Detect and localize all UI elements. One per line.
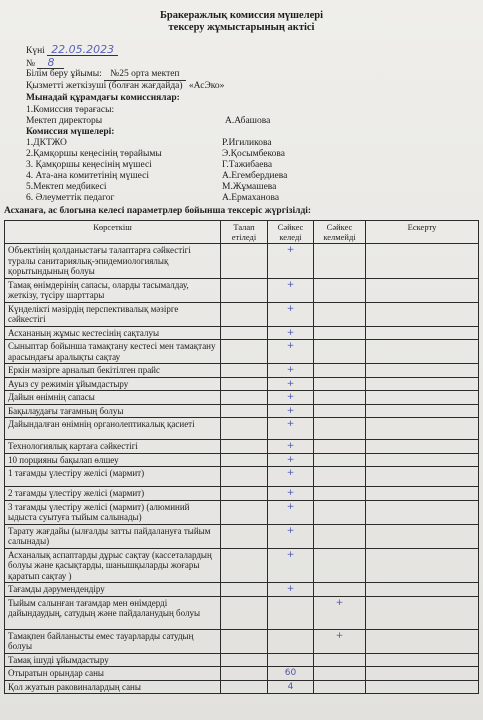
- handwritten-mark: +: [268, 524, 314, 548]
- chair-heading: 1.Комиссия төрағасы:: [26, 105, 115, 115]
- required-cell: [221, 487, 268, 501]
- header-required: Талап етіледі: [221, 221, 268, 244]
- required-cell: [221, 391, 268, 405]
- required-cell: [221, 524, 268, 548]
- empty-cell: [314, 653, 366, 667]
- note-cell: [366, 629, 479, 653]
- member-name: Р.Игиликова: [222, 138, 272, 148]
- table-row: [5, 467, 479, 487]
- handwritten-mark: +: [268, 244, 314, 279]
- indicator-cell: Дайындалған өнімнің органолептикалық қасиеті: [5, 418, 221, 440]
- required-cell: [221, 244, 268, 279]
- document-title-line2: тексеру жұмыстарының актісі: [168, 22, 315, 33]
- required-cell: [221, 667, 268, 681]
- handwritten-mark: +: [268, 583, 314, 597]
- not-complies-cell: [314, 278, 366, 302]
- inspection-table: [4, 220, 479, 694]
- handwritten-mark: +: [268, 326, 314, 340]
- member-name: Г.Тажибаева: [222, 160, 273, 170]
- member-name: А.Ермаханова: [222, 193, 280, 203]
- member-name: Э.Қосымбекова: [222, 149, 285, 159]
- header-complies: Сәйкес келеді: [268, 221, 314, 244]
- not-complies-cell: [314, 583, 366, 597]
- required-cell: [221, 340, 268, 364]
- note-cell: [366, 326, 479, 340]
- not-complies-cell: [314, 453, 366, 467]
- chair-name: А.Абашова: [225, 116, 271, 126]
- not-complies-cell: [314, 340, 366, 364]
- handwritten-mark: +: [268, 418, 314, 440]
- note-cell: [366, 453, 479, 467]
- required-cell: [221, 302, 268, 326]
- note-cell: [366, 680, 479, 694]
- required-cell: [221, 404, 268, 418]
- note-cell: [366, 467, 479, 487]
- required-cell: [221, 377, 268, 391]
- indicator-cell: Күнделікті мәзірдің перспективалық мәзірге сәйкестігі: [5, 302, 221, 326]
- member-name: А.Егембердиева: [222, 171, 288, 181]
- note-cell: [366, 583, 479, 597]
- indicator-cell: Отыратын орындар саны: [5, 667, 221, 681]
- table-row: [5, 364, 479, 378]
- empty-cell: [268, 653, 314, 667]
- not-complies-cell: [314, 326, 366, 340]
- handwritten-mark: +: [268, 364, 314, 378]
- note-cell: [366, 391, 479, 405]
- indicator-cell: Асхананың жұмыс кестесінің сақталуы: [5, 326, 221, 340]
- table-row: [5, 440, 479, 454]
- indicator-cell: Тамақ өнімдерінің сапасы, оларды тасымалдау, жеткізу, түсіру шарттары: [5, 278, 221, 302]
- required-cell: [221, 453, 268, 467]
- note-cell: [366, 340, 479, 364]
- date-label: Күні: [26, 46, 45, 56]
- chair-role: Мектеп директоры: [26, 116, 103, 126]
- table-row: [5, 244, 479, 279]
- number-value: 8: [37, 57, 64, 69]
- table-row: [5, 629, 479, 653]
- indicator-cell: Тамақпен байланысты емес тауарларды сатудың болуы: [5, 629, 221, 653]
- indicator-cell: 3 тағамды үлестіру желісі (мармит) (алюминий ыдыста суытуға тыйым салынады): [5, 500, 221, 524]
- header-note: Ескерту: [366, 221, 479, 244]
- indicator-cell: Сыныптар бойынша тамақтану кестесі мен тамақтану арасындағы аралықты сақтау: [5, 340, 221, 364]
- handwritten-mark: +: [268, 548, 314, 583]
- members-heading: Комиссия мүшелері:: [26, 127, 115, 137]
- table-row: [5, 278, 479, 302]
- table-row: [5, 302, 479, 326]
- required-cell: [221, 364, 268, 378]
- required-cell: [221, 500, 268, 524]
- indicator-cell: Бақылаудағы тағамның болуы: [5, 404, 221, 418]
- note-cell: [366, 524, 479, 548]
- table-row: [5, 453, 479, 467]
- required-cell: [221, 680, 268, 694]
- table-section-row: [5, 653, 479, 667]
- table-row: [5, 326, 479, 340]
- handwritten-mark: +: [268, 453, 314, 467]
- handwritten-mark: +: [268, 440, 314, 454]
- header-not-complies: Сәйкес келмейді: [314, 221, 366, 244]
- note-cell: [366, 500, 479, 524]
- commission-heading: Мынадай құрамдағы комиссиялар:: [26, 93, 180, 103]
- note-cell: [366, 548, 479, 583]
- indicator-cell: Дайын өнімнің сапасы: [5, 391, 221, 405]
- not-complies-cell: [314, 524, 366, 548]
- note-cell: [366, 667, 479, 681]
- table-row: [5, 583, 479, 597]
- table-row: [5, 377, 479, 391]
- required-cell: [221, 548, 268, 583]
- indicator-cell: 1 тағамды үлестіру желісі (мармит): [5, 467, 221, 487]
- note-cell: [366, 377, 479, 391]
- not-complies-cell: [314, 440, 366, 454]
- not-complies-cell: [314, 667, 366, 681]
- member-role: 6. Әлеуметтік педагог: [26, 193, 115, 203]
- note-cell: [366, 418, 479, 440]
- indicator-cell: 2 тағамды үлестіру желісі (мармит): [5, 487, 221, 501]
- inspection-intro: Асханаға, ас блогына келесі параметрлер бойынша тексеріс жүргізілді:: [4, 206, 312, 216]
- table-row: [5, 404, 479, 418]
- not-complies-cell: [314, 487, 366, 501]
- required-cell: [221, 278, 268, 302]
- handwritten-mark: +: [268, 302, 314, 326]
- not-complies-cell: [314, 244, 366, 279]
- table-row: [5, 340, 479, 364]
- handwritten-mark: +: [268, 278, 314, 302]
- table-row: [5, 548, 479, 583]
- note-cell: [366, 278, 479, 302]
- required-cell: [221, 596, 268, 629]
- table-row: [5, 391, 479, 405]
- handwritten-mark: +: [268, 391, 314, 405]
- org-value: №25 орта мектеп: [104, 69, 185, 81]
- note-cell: [366, 440, 479, 454]
- not-complies-cell: [314, 404, 366, 418]
- indicator-cell: Тыйым салынған тағамдар мен өнімдерді дайындаудың, сатудың және пайдаланудың болуы: [5, 596, 221, 629]
- not-complies-cell: [314, 548, 366, 583]
- handwritten-mark: +: [268, 340, 314, 364]
- not-complies-cell: [314, 302, 366, 326]
- member-role: 2.Қамқоршы кеңесінің төрайымы: [26, 149, 162, 159]
- table-row: [5, 524, 479, 548]
- not-complies-cell: [314, 500, 366, 524]
- handwritten-mark: +: [268, 500, 314, 524]
- note-cell: [366, 596, 479, 629]
- org-label: Білім беру ұйымы:: [26, 69, 102, 79]
- note-cell: [366, 487, 479, 501]
- document-title-line1: Бракеражлық комиссия мүшелері: [159, 10, 324, 21]
- handwritten-mark: +: [268, 377, 314, 391]
- note-cell: [366, 244, 479, 279]
- member-role: 1.ДКТЖО: [26, 138, 67, 148]
- required-cell: [221, 467, 268, 487]
- section-heading-cell: Тамақ ішуді ұйымдастыру: [5, 653, 221, 667]
- handwritten-mark: +: [268, 467, 314, 487]
- table-row: [5, 487, 479, 501]
- required-cell: [221, 326, 268, 340]
- handwritten-mark: +: [268, 487, 314, 501]
- required-cell: [221, 629, 268, 653]
- indicator-cell: Технологиялық картаға сәйкестігі: [5, 440, 221, 454]
- required-cell: [221, 440, 268, 454]
- not-complies-cell: [314, 680, 366, 694]
- org-row: [26, 69, 186, 81]
- indicator-cell: Қол жуатын раковиналардың саны: [5, 680, 221, 694]
- not-complies-cell: [314, 377, 366, 391]
- member-role: 4. Ата-ана комитетінің мүшесі: [26, 171, 149, 181]
- provider-value: «АсЭко»: [188, 81, 225, 91]
- handwritten-mark: +: [314, 629, 366, 653]
- table-row: [5, 680, 479, 694]
- table-row: [5, 500, 479, 524]
- complies-cell: [268, 629, 314, 653]
- indicator-cell: Объектінің қолданыстағы талаптарға сәйкестігі туралы санитариялық-эпидемиологиялық қорытындының болуы: [5, 244, 221, 279]
- date-row: [26, 44, 118, 57]
- provider-label: Қызметті жеткізуші (болған жағдайда): [26, 81, 183, 91]
- table-row: [5, 596, 479, 629]
- note-cell: [366, 302, 479, 326]
- handwritten-mark: +: [268, 404, 314, 418]
- handwritten-mark: 60: [268, 667, 314, 681]
- not-complies-cell: [314, 391, 366, 405]
- table-row: [5, 667, 479, 681]
- required-cell: [221, 418, 268, 440]
- not-complies-cell: [314, 418, 366, 440]
- indicator-cell: Ауыз су режимін ұйымдастыру: [5, 377, 221, 391]
- number-label: №: [26, 59, 36, 69]
- not-complies-cell: [314, 364, 366, 378]
- member-role: 3. Қамқоршы кеңесінің мүшесі: [26, 160, 152, 170]
- note-cell: [366, 364, 479, 378]
- not-complies-cell: [314, 467, 366, 487]
- empty-cell: [366, 653, 479, 667]
- complies-cell: [268, 596, 314, 629]
- member-name: М.Жұмашева: [222, 182, 277, 192]
- indicator-cell: Еркін мәзірге арналып бекітілген прайс: [5, 364, 221, 378]
- empty-cell: [221, 653, 268, 667]
- indicator-cell: Тарату жағдайы (ылғалды затты пайдалануға тыйым салынады): [5, 524, 221, 548]
- indicator-cell: Асханалық аспаптарды дұрыс сақтау (кассеталардың болуы және қасықтарды, шанышқыларды жоғары қаратып сақтау ): [5, 548, 221, 583]
- indicator-cell: 10 порцияны бақылап өлшеу: [5, 453, 221, 467]
- handwritten-mark: 4: [268, 680, 314, 694]
- provider-row: [26, 81, 224, 92]
- required-cell: [221, 583, 268, 597]
- member-role: 5.Мектеп медбикесі: [26, 182, 107, 192]
- date-value: 22.05.2023: [47, 44, 118, 56]
- indicator-cell: Тағамды дәрумендендіру: [5, 583, 221, 597]
- handwritten-mark: +: [314, 596, 366, 629]
- table-row: [5, 418, 479, 440]
- header-indicator: Көрсеткіш: [5, 221, 221, 244]
- note-cell: [366, 404, 479, 418]
- table-header-row: [5, 221, 479, 244]
